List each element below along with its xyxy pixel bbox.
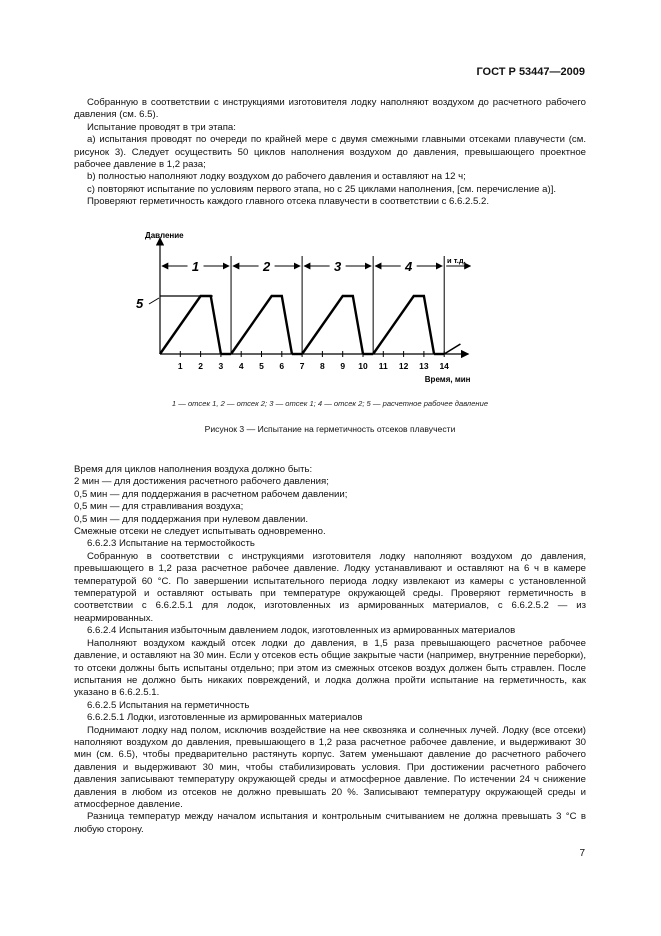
phase-label: 4 <box>405 259 413 274</box>
reference-leader <box>149 298 159 304</box>
paragraph: Испытание проводят в три этапа: <box>87 121 236 133</box>
x-tick-label: 3 <box>218 361 224 371</box>
section-heading: 6.6.2.4 Испытания избыточным давлением лодок, изготовленных из армированных материалов <box>87 625 516 637</box>
x-tick-label: 8 <box>320 361 325 371</box>
pressure-cycle-chart <box>125 226 525 386</box>
list-item: c) повторяют испытание по условиям первого этапа, но с 25 циклами наполнения, [см. перечисление a)]. <box>87 183 557 195</box>
x-tick-label: 14 <box>439 361 449 371</box>
cycle-series-2 <box>231 296 292 354</box>
intro-text-block <box>74 97 586 209</box>
x-tick-label: 11 <box>378 361 388 371</box>
main-text-block <box>74 464 586 836</box>
section-heading: 6.6.2.5.1 Лодки, изготовленные из армированных материалов <box>87 712 363 724</box>
x-tick-label: 10 <box>358 361 368 371</box>
cycle-series-3 <box>302 296 363 354</box>
y-axis-label: Давление <box>145 231 184 240</box>
figure-caption: Рисунок 3 — Испытание на герметичность отсеков плавучести <box>204 424 456 434</box>
x-axis-label: Время, мин <box>424 375 471 384</box>
x-tick-label: 6 <box>279 361 285 371</box>
etc-label: и т.д. <box>447 256 466 265</box>
cycle-series-4 <box>373 296 434 354</box>
paragraph: Разница температур между началом испытания и контрольным считыванием не должна превышать 3 °С в любую сторону. <box>74 811 586 835</box>
reference-label: 5 <box>136 296 144 311</box>
cycle-series-1 <box>160 296 221 354</box>
section-heading: 6.6.2.5 Испытания на герметичность <box>87 699 250 711</box>
x-tick-label: 12 <box>398 361 409 371</box>
paragraph: Поднимают лодку над полом, исключив воздействие на нее сквозняка и солнечных лучей. Лодку (все отсеки) наполняют воздухом до давления, превышающего в 1,2 раза расчетное рабочее давление, и выдерживают 30 мин (см. 6.5), чтобы предварительно растянуть корпус. Затем уменьшают давление до расчетного рабочего давления и выдерживают 30 мин, чтобы стабилизировать условия. При достижении расчетного рабочего давления записывают температуру окружающей среды и атмосферное давление. По истечении 24 ч снижение давления в любом из отсеков не должно превышать 20 %. Записывают температуру окружающей среды и атмосферное давление. <box>74 724 586 810</box>
x-tick-label: 5 <box>259 361 264 371</box>
paragraph: Собранную в соответствии с инструкциями изготовителя лодку наполняют воздухом до расчетного рабочего давления (см. 6.5). <box>74 97 586 121</box>
x-tick-label: 4 <box>238 361 244 371</box>
list-item: 0,5 мин — для поддержания в расчетном рабочем давлении; <box>74 488 348 500</box>
document-header: ГОСТ Р 53447—2009 <box>476 66 585 78</box>
paragraph: Время для циклов наполнения воздуха должно быть: <box>74 464 313 475</box>
list-item: 2 мин — для достижения расчетного рабочего давления; <box>74 476 329 488</box>
list-item: 0,5 мин — для поддержания при нулевом давлении. <box>74 513 309 525</box>
x-tick-label: 1 <box>177 361 183 371</box>
section-heading: 6.6.2.3 Испытание на термостойкость <box>87 538 255 550</box>
phase-label: 2 <box>262 259 271 274</box>
x-tick-label: 7 <box>299 361 305 371</box>
phase-label: 3 <box>334 259 342 274</box>
x-tick-label: 9 <box>340 361 346 371</box>
list-item: a) испытания проводят по очереди по крайней мере с двумя смежными главными отсеками плавучести (см. рисунок 3). Следует осуществить 50 циклов наполнения воздухом до давления, превышающего проектное рабочее давление в 1,2 раза; <box>74 134 586 171</box>
paragraph: Собранную в соответствии с инструкциями изготовителя лодку наполняют воздухом до давления, превышающего в 1,2 раза расчетное рабочее давление. Лодку устанавливают и оставляют на 6 ч в камере температурой 60 °С. По завершении испытательного периода лодку извлекают из камеры с установленной температурой и оставляют остывать при температуре окружающей среды. Проверяют герметичность в соответствии с 6.6.2.5.1 для лодок, изготовленных из армированных материалов, с 6.6.2.5.2 — из неармированных. <box>74 550 586 624</box>
x-tick-label: 13 <box>419 361 429 371</box>
paragraph: Смежные отсеки не следует испытывать одновременно. <box>74 526 326 538</box>
list-item: b) полностью наполняют лодку воздухом до рабочего давления и оставляют на 12 ч; <box>87 171 466 183</box>
x-tick-label: 2 <box>198 361 203 371</box>
page-number: 7 <box>579 848 585 859</box>
phase-label: 1 <box>191 259 200 274</box>
continuation-ramp <box>444 344 460 354</box>
paragraph: Проверяют герметичность каждого главного отсека плавучести в соответствии с 6.6.2.5.2. <box>87 196 490 208</box>
figure-legend: 1 — отсек 1, 2 — отсек 2; 3 — отсек 1; 4 — отсек 2; 5 — расчетное рабочее давление <box>171 399 489 408</box>
paragraph: Наполняют воздухом каждый отсек лодки до давления, в 1,5 раза превышающего расчетное рабочее давление, и оставляют на 30 мин. Если у отсеков есть общие закрытые части (например, внутренние переборки), то отсеки должны быть испытаны отдельно; при этом из смежных отсеков воздух должен быть стравлен. После испытания не должно быть никаких повреждений, и лодка должна пройти испытание на герметичность, как указано в 6.6.2.5.1. <box>74 637 586 699</box>
list-item: 0,5 мин — для стравливания воздуха; <box>74 501 244 513</box>
